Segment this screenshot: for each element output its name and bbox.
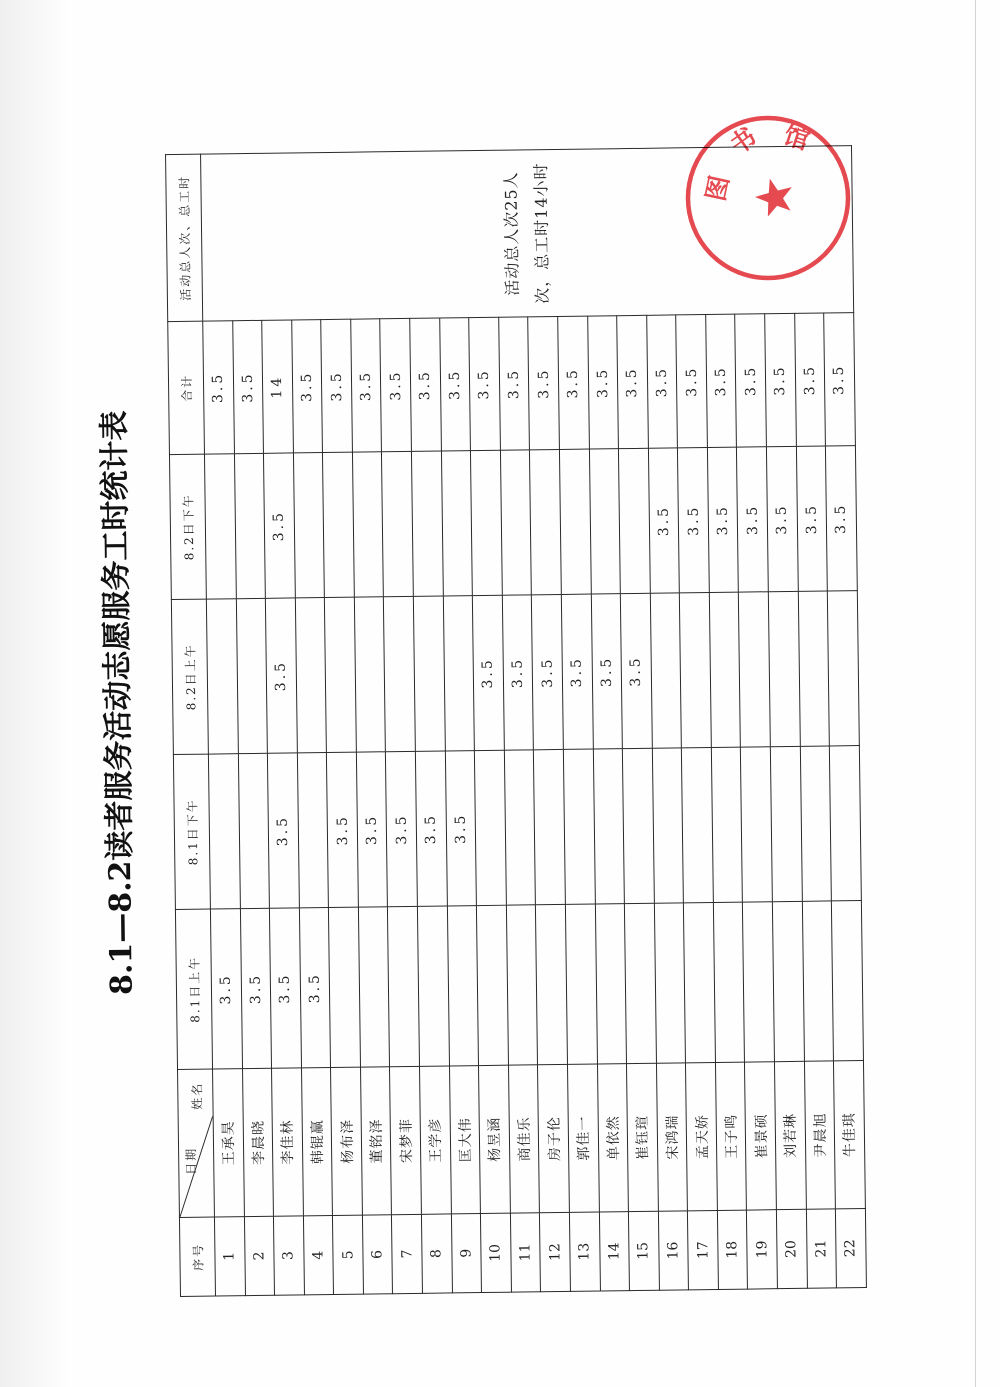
session-hours-cell [354, 597, 386, 752]
session-hours-cell [684, 902, 716, 1062]
session-hours-cell [447, 906, 479, 1066]
volunteer-name-cell: 孟天娇 [686, 1062, 718, 1210]
session-hours-cell [295, 598, 327, 753]
session-hours-cell [297, 753, 329, 908]
total-hours-cell: 3.5 [617, 315, 648, 448]
volunteer-name-cell: 杨昱涵 [479, 1065, 511, 1213]
session-hours-cell [441, 451, 472, 596]
session-hours-cell [534, 749, 566, 904]
session-hours-cell [443, 596, 475, 751]
session-hours-cell [622, 748, 654, 903]
volunteer-hours-table [165, 145, 867, 1297]
session-hours-cell [619, 448, 650, 593]
volunteer-name-cell: 杨布泽 [331, 1067, 363, 1215]
summary-line: 活动总人次25人 [501, 171, 522, 296]
session-hours-cell [772, 901, 804, 1061]
session-hours-cell [206, 599, 238, 754]
volunteer-name-cell: 牛佳琪 [834, 1061, 866, 1209]
session-hours-cell [563, 749, 595, 904]
session-hours-cell: 3.5 [264, 453, 295, 598]
row-number-cell: 18 [717, 1210, 748, 1289]
session-hours-cell [358, 907, 390, 1067]
summary-text [496, 150, 558, 317]
session-hours-cell: 3.5 [648, 448, 679, 593]
row-number-cell: 1 [214, 1217, 245, 1296]
total-hours-cell: 3.5 [380, 318, 411, 451]
session-hours-cell: 3.5 [766, 446, 797, 591]
session-hours-cell [624, 903, 656, 1063]
session-hours-cell [650, 593, 682, 748]
seal-star-icon [751, 174, 797, 219]
volunteer-name-cell: 李佳林 [272, 1068, 304, 1216]
total-hours-cell: 3.5 [351, 319, 382, 452]
header-date-name-cell [178, 1069, 215, 1217]
seal-char: 书 [724, 121, 762, 161]
row-number-cell: 17 [688, 1210, 719, 1289]
session-hours-cell [832, 901, 864, 1061]
session-hours-cell: 3.5 [561, 594, 593, 749]
session-hours-cell [384, 596, 416, 751]
session-hours-cell [770, 746, 802, 901]
total-hours-cell: 3.5 [558, 316, 589, 449]
total-hours-cell: 3.5 [469, 317, 500, 450]
volunteer-name-cell: 宋梦菲 [390, 1066, 422, 1214]
session-hours-cell [709, 592, 741, 747]
session-hours-cell [530, 449, 561, 594]
row-number-cell: 21 [806, 1209, 837, 1288]
row-number-cell: 2 [244, 1216, 275, 1295]
row-number-cell: 16 [658, 1211, 689, 1290]
row-number-cell: 14 [599, 1212, 630, 1291]
row-number-cell: 15 [629, 1211, 660, 1290]
session-hours-cell [500, 450, 531, 595]
total-hours-cell: 3.5 [676, 315, 707, 448]
session-hours-cell [827, 591, 859, 746]
session-hours-cell [682, 748, 714, 903]
volunteer-name-cell: 匡大伟 [449, 1066, 481, 1214]
volunteer-name-cell: 刘若琳 [774, 1061, 806, 1209]
session-hours-cell [593, 749, 625, 904]
session-hours-cell: 3.5 [268, 753, 300, 908]
session-hours-cell [411, 451, 442, 596]
total-hours-cell: 3.5 [439, 318, 470, 451]
row-number-cell: 7 [392, 1214, 423, 1293]
header-serial-number: 序号 [179, 1217, 215, 1296]
header-session-8-2-pm: 8.2日下午 [169, 454, 206, 599]
session-hours-cell [589, 449, 620, 594]
header-date-label: 日期 [184, 1146, 199, 1175]
volunteer-name-cell: 王承昊 [213, 1069, 245, 1217]
session-hours-cell: 3.5 [826, 446, 857, 591]
total-hours-cell: 3.5 [291, 320, 322, 453]
total-hours-cell: 3.5 [824, 313, 855, 446]
session-hours-cell: 3.5 [502, 595, 534, 750]
session-hours-cell: 3.5 [473, 595, 505, 750]
session-hours-cell: 3.5 [532, 594, 564, 749]
session-hours-cell [417, 906, 449, 1066]
document-title: 8.1—8.2读者服务活动志愿服务工时统计表 [97, 410, 140, 996]
title-block [95, 393, 143, 1013]
row-number-cell: 11 [510, 1213, 541, 1292]
session-hours-cell [234, 453, 265, 598]
session-hours-cell [475, 750, 507, 905]
session-hours-cell [654, 903, 686, 1063]
session-hours-cell: 3.5 [591, 594, 623, 749]
volunteer-name-cell: 单依然 [597, 1064, 629, 1212]
row-number-cell: 22 [836, 1209, 867, 1288]
row-number-cell: 20 [776, 1209, 807, 1288]
header-session-8-2-am: 8.2日上午 [171, 599, 208, 754]
session-hours-cell: 3.5 [620, 593, 652, 748]
header-total: 合计 [168, 321, 205, 454]
session-hours-cell [680, 593, 712, 748]
volunteer-name-cell: 崔景硕 [745, 1062, 777, 1210]
volunteer-name-cell: 商佳乐 [508, 1065, 540, 1213]
session-hours-cell [798, 591, 830, 746]
row-number-cell: 6 [362, 1215, 393, 1294]
total-hours-cell: 3.5 [587, 316, 618, 449]
volunteer-name-cell: 崔钰瑄 [627, 1063, 659, 1211]
session-hours-cell [325, 597, 357, 752]
total-hours-cell: 14 [262, 320, 293, 453]
session-hours-cell [477, 905, 509, 1065]
total-hours-cell: 3.5 [765, 313, 796, 446]
row-number-cell: 3 [274, 1216, 305, 1295]
session-hours-cell [413, 596, 445, 751]
session-hours-cell: 3.5 [415, 751, 447, 906]
session-hours-cell: 3.5 [386, 751, 418, 906]
session-hours-cell [559, 449, 590, 594]
total-hours-cell: 3.5 [646, 315, 677, 448]
row-number-cell: 19 [747, 1210, 778, 1289]
session-hours-cell: 3.5 [270, 908, 302, 1068]
session-hours-cell [768, 591, 800, 746]
total-hours-cell: 3.5 [232, 320, 263, 453]
official-seal [680, 110, 856, 286]
volunteer-name-cell: 韩锟赢 [301, 1068, 333, 1216]
seal-char: 馆 [780, 120, 814, 156]
total-hours-cell: 3.5 [528, 316, 559, 449]
session-hours-cell [743, 902, 775, 1062]
session-hours-cell [329, 907, 361, 1067]
session-hours-cell [713, 902, 745, 1062]
session-hours-cell [711, 747, 743, 902]
session-hours-cell [293, 453, 324, 598]
session-hours-cell [471, 450, 502, 595]
session-hours-cell: 3.5 [210, 909, 242, 1069]
total-hours-cell: 3.5 [735, 314, 766, 447]
session-hours-cell: 3.5 [356, 752, 388, 907]
session-hours-cell [504, 750, 536, 905]
row-number-cell: 12 [540, 1212, 571, 1291]
session-hours-cell: 3.5 [266, 598, 298, 753]
session-hours-cell [323, 452, 354, 597]
session-hours-cell [208, 754, 240, 909]
scan-edge-line [975, 0, 976, 1387]
session-hours-cell [802, 901, 834, 1061]
table-body [201, 146, 867, 1296]
total-hours-cell: 3.5 [794, 313, 825, 446]
session-hours-cell [829, 746, 861, 901]
total-hours-cell: 3.5 [410, 318, 441, 451]
header-session-8-1-pm: 8.1日下午 [173, 754, 210, 909]
hours-table-sheet [165, 146, 866, 1297]
session-hours-cell: 3.5 [299, 908, 331, 1068]
session-hours-cell [506, 905, 538, 1065]
session-hours-cell: 3.5 [327, 752, 359, 907]
scan-shadow [0, 0, 70, 1387]
header-summary: 活动总人次、总工时 [166, 154, 203, 321]
session-hours-cell [236, 598, 268, 753]
session-hours-cell: 3.5 [707, 447, 738, 592]
volunteer-name-cell: 王学彦 [420, 1066, 452, 1214]
volunteer-name-cell: 房子伦 [538, 1064, 570, 1212]
session-hours-cell [388, 906, 420, 1066]
row-number-cell: 8 [421, 1214, 452, 1293]
session-hours-cell: 3.5 [796, 446, 827, 591]
row-number-cell: 5 [333, 1215, 364, 1294]
summary-line: 次，总工时14小时 [531, 162, 552, 304]
session-hours-cell: 3.5 [240, 908, 272, 1068]
session-hours-cell [352, 452, 383, 597]
session-hours-cell: 3.5 [737, 447, 768, 592]
session-hours-cell [565, 904, 597, 1064]
session-hours-cell [595, 904, 627, 1064]
volunteer-name-cell: 李晨晓 [242, 1068, 274, 1216]
volunteer-name-cell: 郭佳一 [567, 1064, 599, 1212]
volunteer-name-cell: 宋鸿瑞 [656, 1063, 688, 1211]
session-hours-cell [739, 592, 771, 747]
session-hours-cell: 3.5 [678, 448, 709, 593]
total-hours-cell: 3.5 [706, 314, 737, 447]
total-hours-cell: 3.5 [498, 317, 529, 450]
volunteer-name-cell: 董铭泽 [360, 1067, 392, 1215]
volunteer-name-cell: 尹晨旭 [804, 1061, 836, 1209]
session-hours-cell [204, 454, 235, 599]
session-hours-cell [382, 451, 413, 596]
session-hours-cell [536, 904, 568, 1064]
row-number-cell: 13 [569, 1212, 600, 1291]
row-number-cell: 10 [481, 1213, 512, 1292]
session-hours-cell [741, 747, 773, 902]
header-name-label: 姓名 [190, 1081, 205, 1110]
seal-char: 图 [700, 172, 735, 204]
header-session-8-1-am: 8.1日上午 [175, 909, 212, 1069]
total-hours-cell: 3.5 [203, 321, 234, 454]
session-hours-cell: 3.5 [445, 751, 477, 906]
session-hours-cell [238, 753, 270, 908]
row-number-cell: 4 [303, 1215, 334, 1294]
volunteer-name-cell: 王子鸣 [715, 1062, 747, 1210]
session-hours-cell [652, 748, 684, 903]
session-hours-cell [800, 746, 832, 901]
total-hours-cell: 3.5 [321, 319, 352, 452]
row-number-cell: 9 [451, 1214, 482, 1293]
